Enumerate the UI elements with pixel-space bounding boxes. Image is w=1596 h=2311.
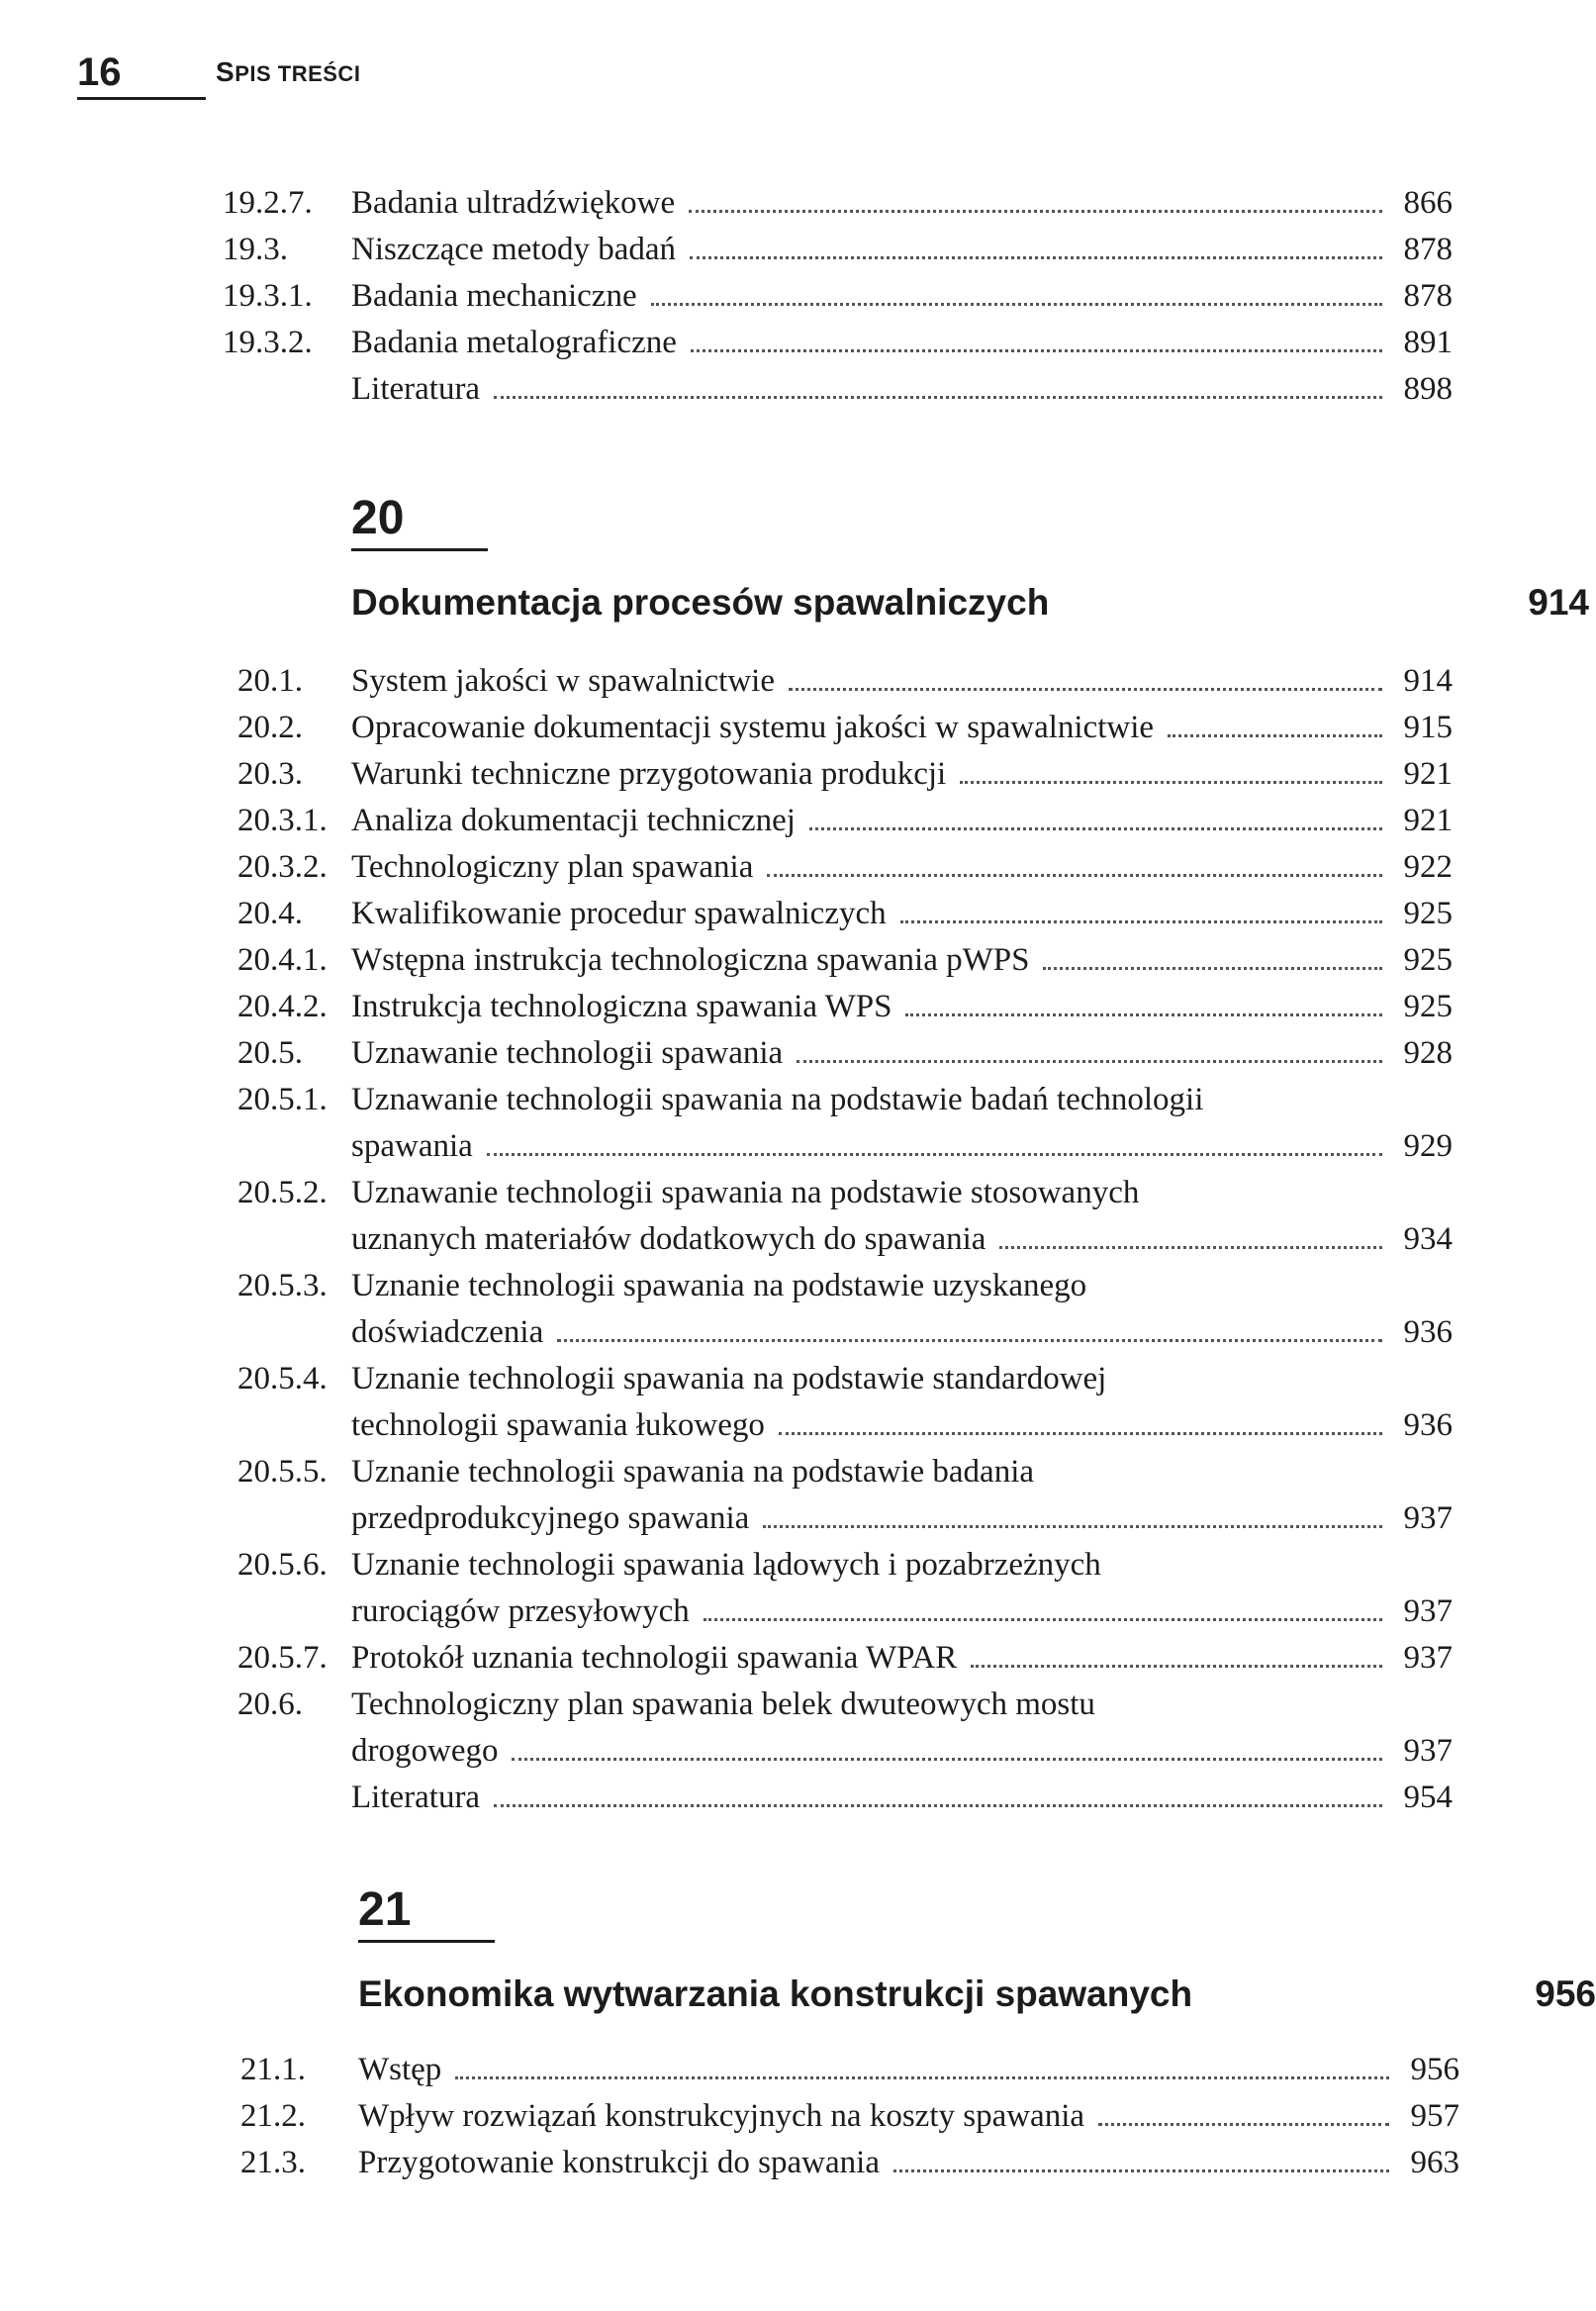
toc-entry-page: 891 [1403, 325, 1453, 360]
toc-entry [0, 1775, 1563, 1821]
toc-section-20 [0, 658, 1563, 1821]
toc-entry [0, 273, 1563, 320]
toc-entry-number: 20.4.1. [237, 942, 328, 978]
toc-entry-number: 19.3. [223, 232, 288, 267]
toc-entry-number: 20.5.4. [237, 1361, 328, 1396]
toc-dot-leader [1043, 967, 1381, 970]
toc-entry-title: Uznanie technologii spawania na podstawie uzyskanego [351, 1268, 1087, 1303]
toc-dot-leader [779, 1432, 1382, 1435]
toc-dot-leader [1168, 734, 1381, 737]
toc-entry-number: 20.3.2. [237, 849, 328, 885]
toc-entry [0, 2093, 1563, 2140]
toc-entry [0, 1449, 1563, 1542]
toc-entry-title: Uznanie technologii spawania lądowych i pozabrzeżnych [351, 1547, 1101, 1583]
toc-entry-title: Uznawanie technologii spawania [351, 1035, 784, 1071]
toc-entry-page: 922 [1403, 849, 1453, 885]
toc-entry-title: Instrukcja technologiczna spawania WPS [351, 989, 892, 1024]
toc-dot-leader [557, 1339, 1381, 1342]
toc-entry-number: 20.1. [237, 663, 303, 699]
toc-section-19-continued [0, 180, 1563, 413]
running-title [216, 52, 360, 94]
toc-entry [0, 1077, 1563, 1170]
toc-entry [0, 891, 1563, 937]
toc-entry-number: 20.5.5. [237, 1454, 328, 1490]
toc-entry-page: 929 [1403, 1128, 1453, 1164]
toc-dot-leader [494, 396, 1381, 399]
toc-dot-leader [689, 210, 1381, 213]
toc-entry [0, 227, 1563, 273]
toc-dot-leader [767, 874, 1381, 877]
toc-entry [0, 1635, 1563, 1682]
toc-entry-number: 20.2. [237, 710, 303, 745]
chapter-20-number: 20 [351, 489, 488, 551]
toc-entry-number: 20.5.2. [237, 1175, 328, 1210]
chapter-20-title: Dokumentacja procesów spawalniczych [351, 582, 1050, 623]
running-head [77, 48, 206, 100]
toc-entry-page: 925 [1403, 896, 1453, 931]
toc-entry-title: Literatura [351, 1780, 481, 1815]
toc-entry-page: 936 [1403, 1407, 1453, 1443]
toc-entry-number: 19.3.1. [223, 278, 313, 314]
toc-entry-number: 20.6. [237, 1686, 303, 1722]
toc-entry-title: spawania [351, 1128, 473, 1164]
chapter-20-title-row [351, 573, 1589, 632]
chapter-20-heading [351, 489, 1589, 632]
running-title-initial: S [216, 56, 235, 87]
toc-entry [0, 1170, 1563, 1263]
toc-dot-leader [999, 1246, 1381, 1249]
toc-entry [0, 1263, 1563, 1356]
toc-entry [0, 366, 1563, 413]
toc-entry-title: rurociągów przesyłowych [351, 1593, 690, 1629]
toc-entry [0, 320, 1563, 366]
toc-entry-title: Niszczące metody badań [351, 232, 677, 267]
toc-entry-page: 956 [1410, 2052, 1459, 2087]
toc-entry-page: 925 [1403, 989, 1453, 1024]
toc-entry-page: 957 [1410, 2098, 1459, 2134]
toc-entry [0, 1682, 1563, 1775]
toc-entry-title: Opracowanie dokumentacji systemu jakości w spawalnictwie [351, 710, 1155, 745]
toc-entry-page: 878 [1403, 278, 1453, 314]
toc-entry-number: 20.5.6. [237, 1547, 328, 1583]
toc-entry-page: 954 [1403, 1780, 1453, 1815]
toc-entry-number: 20.5.3. [237, 1268, 328, 1303]
toc-entry [0, 1356, 1563, 1449]
toc-entry-page: 934 [1403, 1221, 1453, 1257]
toc-entry-title: Uznawanie technologii spawania na podstawie stosowanych [351, 1175, 1140, 1210]
toc-dot-leader [797, 1060, 1381, 1063]
toc-entry-title: Badania metalograficzne [351, 325, 677, 360]
toc-entry-number: 19.2.7. [223, 185, 313, 221]
toc-entry-page: 878 [1403, 232, 1453, 267]
toc-dot-leader [900, 920, 1382, 923]
toc-entry-page: 937 [1403, 1733, 1453, 1769]
toc-entry-title: Wstęp [358, 2052, 442, 2087]
toc-entry-title: Badania mechaniczne [351, 278, 637, 314]
toc-entry-title: Wpływ rozwiązań konstrukcyjnych na koszty spawania [358, 2098, 1085, 2134]
toc-dot-leader [763, 1525, 1381, 1528]
toc-entry-title: Technologiczny plan spawania belek dwuteowych mostu [351, 1686, 1095, 1722]
toc-dot-leader [690, 256, 1381, 259]
toc-entry [0, 798, 1563, 844]
toc-entry-page: 866 [1403, 185, 1453, 221]
running-title-rest: PIS TREŚCI [235, 61, 361, 86]
toc-entry-title: Uznanie technologii spawania na podstawie standardowej [351, 1361, 1107, 1396]
toc-entry-number: 19.3.2. [223, 325, 313, 360]
page-number: 16 [77, 50, 122, 94]
toc-entry-number: 20.4. [237, 896, 303, 931]
toc-entry-title: przedprodukcyjnego spawania [351, 1500, 750, 1536]
toc-entry-title: Uznanie technologii spawania na podstawie badania [351, 1454, 1035, 1490]
toc-section-21 [0, 2047, 1563, 2186]
toc-entry-title: System jakości w spawalnictwie [351, 663, 776, 699]
chapter-21-title-row [358, 1965, 1596, 2024]
chapter-20-page: 914 [1528, 582, 1589, 623]
toc-entry-title: Literatura [351, 371, 481, 407]
toc-entry-title: Protokół uznania technologii spawania WPAR [351, 1640, 958, 1676]
toc-entry-number: 21.3. [240, 2145, 306, 2180]
toc-entry-number: 20.5.1. [237, 1082, 328, 1117]
toc-entry-title: Wstępna instrukcja technologiczna spawania pWPS [351, 942, 1030, 978]
toc-entry-page: 914 [1403, 663, 1453, 699]
toc-entry-title: Przygotowanie konstrukcji do spawania [358, 2145, 880, 2180]
toc-entry-page: 921 [1403, 803, 1453, 838]
toc-dot-leader [789, 688, 1381, 691]
toc-dot-leader [905, 1013, 1381, 1016]
toc-dot-leader [512, 1758, 1381, 1761]
toc-entry [0, 658, 1563, 705]
toc-entry [0, 2140, 1563, 2186]
toc-entry-title: Badania ultradźwiękowe [351, 185, 676, 221]
toc-entry-title: uznanych materiałów dodatkowych do spawania [351, 1221, 986, 1257]
toc-entry-number: 20.3.1. [237, 803, 328, 838]
chapter-21-heading [358, 1880, 1596, 2024]
toc-entry [0, 1030, 1563, 1077]
toc-dot-leader [651, 303, 1382, 306]
toc-entry [0, 937, 1563, 984]
toc-entry-number: 20.5. [237, 1035, 303, 1071]
toc-entry [0, 751, 1563, 798]
toc-dot-leader [1098, 2123, 1388, 2126]
toc-entry-number: 20.3. [237, 756, 303, 792]
toc-entry [0, 984, 1563, 1030]
toc-entry-page: 937 [1403, 1640, 1453, 1676]
toc-entry-title: Technologiczny plan spawania [351, 849, 754, 885]
toc-entry-title: drogowego [351, 1733, 499, 1769]
toc-entry-title: Uznawanie technologii spawania na podstawie badań technologii [351, 1082, 1204, 1117]
toc-dot-leader [487, 1153, 1382, 1156]
toc-dot-leader [704, 1618, 1382, 1621]
toc-entry-page: 936 [1403, 1314, 1453, 1350]
toc-entry-page: 915 [1403, 710, 1453, 745]
toc-entry-page: 937 [1403, 1593, 1453, 1629]
toc-entry [0, 705, 1563, 751]
toc-dot-leader [809, 827, 1382, 830]
toc-entry-number: 21.1. [240, 2052, 306, 2087]
toc-entry-page: 925 [1403, 942, 1453, 978]
chapter-21-title: Ekonomika wytwarzania konstrukcji spawanych [358, 1974, 1193, 2014]
toc-dot-leader [494, 1804, 1381, 1807]
toc-entry-title: Warunki techniczne przygotowania produkcji [351, 756, 947, 792]
toc-dot-leader [960, 781, 1381, 784]
toc-entry-number: 20.5.7. [237, 1640, 328, 1676]
toc-entry-page: 928 [1403, 1035, 1453, 1071]
toc-entry-title: Kwalifikowanie procedur spawalniczych [351, 896, 887, 931]
toc-entry-page: 937 [1403, 1500, 1453, 1536]
toc-entry [0, 180, 1563, 227]
chapter-21-page: 956 [1535, 1974, 1596, 2014]
toc-dot-leader [971, 1665, 1381, 1668]
toc-entry-title: doświadczenia [351, 1314, 544, 1350]
toc-entry-page: 898 [1403, 371, 1453, 407]
toc-entry-number: 20.4.2. [237, 989, 328, 1024]
toc-dot-leader [691, 349, 1382, 352]
toc-dot-leader [455, 2076, 1388, 2079]
toc-entry [0, 1542, 1563, 1635]
toc-dot-leader [893, 2169, 1389, 2172]
toc-entry-title: Analiza dokumentacji technicznej [351, 803, 796, 838]
toc-entry [0, 844, 1563, 891]
chapter-21-number: 21 [358, 1880, 495, 1943]
toc-entry [0, 2047, 1563, 2093]
toc-entry-number: 21.2. [240, 2098, 306, 2134]
toc-entry-page: 921 [1403, 756, 1453, 792]
toc-entry-page: 963 [1410, 2145, 1459, 2180]
toc-entry-title: technologii spawania łukowego [351, 1407, 765, 1443]
